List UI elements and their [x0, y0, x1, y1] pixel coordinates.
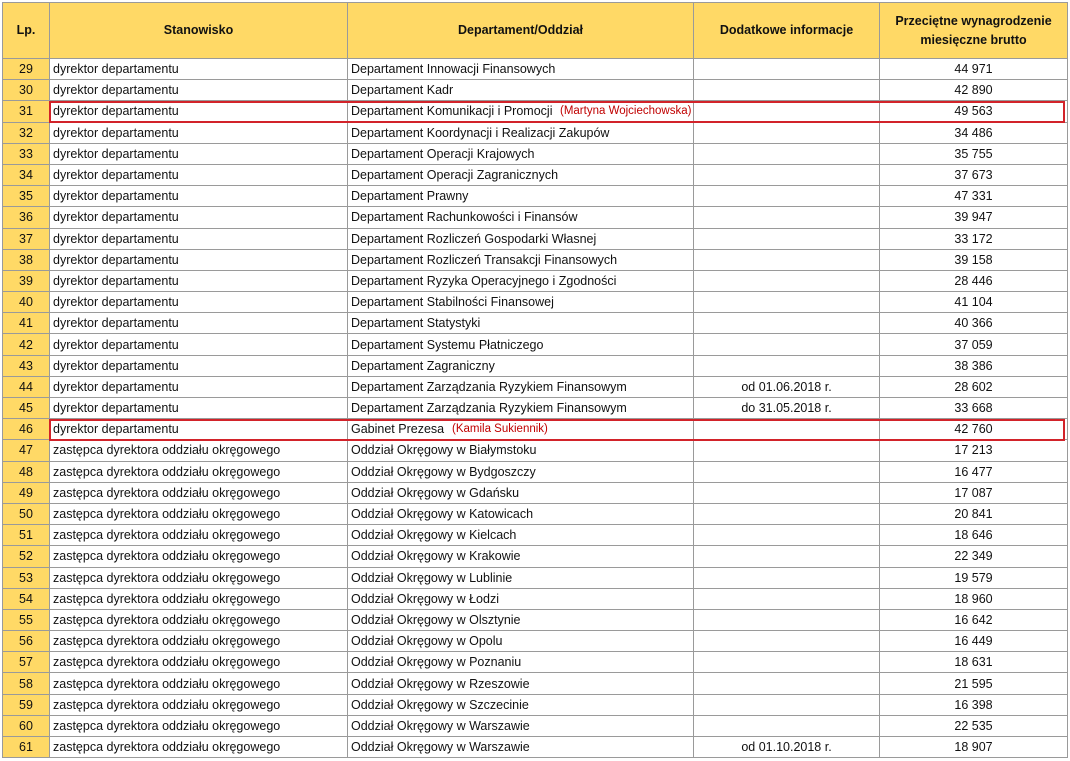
cell-salary: 18 646: [880, 525, 1068, 546]
cell-department: [348, 207, 694, 228]
cell-department: [348, 101, 694, 122]
cell-position: zastępca dyrektora oddziału okręgowego: [50, 652, 348, 673]
department-name: Oddział Okręgowy w Poznaniu: [351, 655, 522, 670]
cell-info: [694, 503, 880, 524]
cell-info: [694, 673, 880, 694]
department-name: Oddział Okręgowy w Gdańsku: [351, 485, 520, 500]
cell-department: [348, 376, 694, 397]
header-dodatkowe: Dodatkowe informacje: [694, 3, 880, 59]
department-name: Oddział Okręgowy w Warszawie: [351, 740, 530, 755]
department-name: Oddział Okręgowy w Białymstoku: [351, 443, 537, 458]
table-row: [3, 101, 1068, 122]
cell-position: zastępca dyrektora oddziału okręgowego: [50, 737, 348, 758]
department-name: Oddział Okręgowy w Opolu: [351, 634, 503, 649]
table-row: [3, 122, 1068, 143]
table-row: [3, 376, 1068, 397]
person-annotation: (Martyna Wojciechowska): [560, 105, 692, 118]
cell-salary: 37 059: [880, 334, 1068, 355]
cell-lp: 54: [3, 588, 50, 609]
department-name: Gabinet Prezesa: [351, 422, 445, 437]
cell-info: do 31.05.2018 r.: [694, 398, 880, 419]
cell-department: [348, 673, 694, 694]
table-row: [3, 631, 1068, 652]
cell-info: [694, 588, 880, 609]
cell-salary: 22 535: [880, 715, 1068, 736]
cell-lp: 47: [3, 440, 50, 461]
cell-salary: 40 366: [880, 313, 1068, 334]
cell-lp: 29: [3, 59, 50, 80]
cell-lp: 30: [3, 80, 50, 101]
table-row: [3, 270, 1068, 291]
cell-lp: 57: [3, 652, 50, 673]
cell-lp: 35: [3, 186, 50, 207]
table-row: [3, 207, 1068, 228]
cell-position: dyrektor departamentu: [50, 249, 348, 270]
cell-position: dyrektor departamentu: [50, 143, 348, 164]
cell-position: dyrektor departamentu: [50, 398, 348, 419]
cell-position: zastępca dyrektora oddziału okręgowego: [50, 694, 348, 715]
header-departament: Departament/Oddział: [348, 3, 694, 59]
cell-lp: 59: [3, 694, 50, 715]
cell-salary: 20 841: [880, 503, 1068, 524]
cell-department: [348, 80, 694, 101]
cell-salary: 16 449: [880, 631, 1068, 652]
cell-position: zastępca dyrektora oddziału okręgowego: [50, 503, 348, 524]
cell-lp: 44: [3, 376, 50, 397]
cell-lp: 48: [3, 461, 50, 482]
cell-salary: 16 642: [880, 609, 1068, 630]
cell-position: dyrektor departamentu: [50, 228, 348, 249]
cell-lp: 42: [3, 334, 50, 355]
table-row: [3, 503, 1068, 524]
department-name: Departament Zarządzania Ryzykiem Finansowym: [351, 379, 627, 394]
cell-position: dyrektor departamentu: [50, 80, 348, 101]
cell-info: [694, 694, 880, 715]
table-row: [3, 59, 1068, 80]
cell-department: [348, 567, 694, 588]
cell-salary: 17 087: [880, 482, 1068, 503]
table-row: [3, 249, 1068, 270]
cell-department: [348, 482, 694, 503]
department-name: Oddział Okręgowy w Lublinie: [351, 570, 513, 585]
table-row: [3, 313, 1068, 334]
cell-salary: 28 602: [880, 376, 1068, 397]
table-row: [3, 440, 1068, 461]
table-row: [3, 694, 1068, 715]
cell-info: [694, 122, 880, 143]
cell-info: [694, 270, 880, 291]
cell-info: [694, 186, 880, 207]
cell-department: [348, 652, 694, 673]
cell-info: [694, 631, 880, 652]
table-row: [3, 143, 1068, 164]
cell-salary: 47 331: [880, 186, 1068, 207]
cell-department: [348, 122, 694, 143]
header-stanowisko: Stanowisko: [50, 3, 348, 59]
table-row: [3, 715, 1068, 736]
cell-department: [348, 440, 694, 461]
cell-lp: 37: [3, 228, 50, 249]
cell-info: [694, 482, 880, 503]
cell-salary: 44 971: [880, 59, 1068, 80]
table-row: [3, 419, 1068, 440]
table-row: [3, 398, 1068, 419]
department-name: Departament Komunikacji i Promocji: [351, 104, 553, 119]
cell-lp: 51: [3, 525, 50, 546]
department-name: Departament Zarządzania Ryzykiem Finansowym: [351, 401, 627, 416]
table-row: [3, 228, 1068, 249]
cell-salary: 16 398: [880, 694, 1068, 715]
cell-department: [348, 249, 694, 270]
cell-salary: 33 172: [880, 228, 1068, 249]
department-name: Oddział Okręgowy w Rzeszowie: [351, 676, 530, 691]
cell-department: [348, 334, 694, 355]
cell-salary: 18 631: [880, 652, 1068, 673]
cell-salary: 39 947: [880, 207, 1068, 228]
cell-info: [694, 313, 880, 334]
cell-position: dyrektor departamentu: [50, 355, 348, 376]
cell-info: [694, 525, 880, 546]
cell-lp: 36: [3, 207, 50, 228]
cell-salary: 37 673: [880, 164, 1068, 185]
department-name: Oddział Okręgowy w Warszawie: [351, 718, 530, 733]
cell-position: dyrektor departamentu: [50, 122, 348, 143]
department-name: Departament Systemu Płatniczego: [351, 337, 544, 352]
header-wynagrodzenie-line1: Przeciętne wynagrodzenie: [895, 13, 1052, 28]
cell-salary: 17 213: [880, 440, 1068, 461]
cell-position: dyrektor departamentu: [50, 59, 348, 80]
cell-lp: 31: [3, 101, 50, 122]
cell-department: [348, 143, 694, 164]
cell-department: [348, 694, 694, 715]
cell-department: [348, 355, 694, 376]
header-wynagrodzenie: [880, 3, 1068, 59]
cell-info: [694, 101, 880, 122]
cell-department: [348, 313, 694, 334]
table-row: [3, 482, 1068, 503]
cell-info: [694, 143, 880, 164]
cell-position: zastępca dyrektora oddziału okręgowego: [50, 631, 348, 652]
cell-lp: 61: [3, 737, 50, 758]
cell-lp: 45: [3, 398, 50, 419]
cell-department: [348, 546, 694, 567]
cell-salary: 19 579: [880, 567, 1068, 588]
table-row: [3, 652, 1068, 673]
department-name: Oddział Okręgowy w Olsztynie: [351, 612, 521, 627]
department-name: Departament Ryzyka Operacyjnego i Zgodności: [351, 273, 617, 288]
table-row: [3, 292, 1068, 313]
cell-position: zastępca dyrektora oddziału okręgowego: [50, 440, 348, 461]
cell-salary: 18 960: [880, 588, 1068, 609]
table-header: [3, 3, 1068, 59]
cell-salary: 28 446: [880, 270, 1068, 291]
department-name: Oddział Okręgowy w Krakowie: [351, 549, 521, 564]
cell-department: [348, 631, 694, 652]
department-name: Departament Stabilności Finansowej: [351, 295, 554, 310]
cell-info: od 01.10.2018 r.: [694, 737, 880, 758]
department-name: Departament Koordynacji i Realizacji Zakupów: [351, 125, 610, 140]
cell-department: [348, 525, 694, 546]
cell-department: [348, 419, 694, 440]
table-row: [3, 546, 1068, 567]
table-row: [3, 567, 1068, 588]
cell-info: [694, 249, 880, 270]
cell-position: zastępca dyrektora oddziału okręgowego: [50, 567, 348, 588]
department-name: Oddział Okręgowy w Katowicach: [351, 507, 534, 522]
cell-position: dyrektor departamentu: [50, 419, 348, 440]
cell-salary: 41 104: [880, 292, 1068, 313]
cell-salary: 38 386: [880, 355, 1068, 376]
cell-info: [694, 546, 880, 567]
cell-department: [348, 737, 694, 758]
cell-department: [348, 59, 694, 80]
cell-department: [348, 164, 694, 185]
cell-lp: 55: [3, 609, 50, 630]
cell-lp: 49: [3, 482, 50, 503]
table-row: [3, 164, 1068, 185]
cell-position: dyrektor departamentu: [50, 186, 348, 207]
cell-position: zastępca dyrektora oddziału okręgowego: [50, 609, 348, 630]
header-wynagrodzenie-line2: miesięczne brutto: [920, 32, 1027, 47]
table-row: [3, 737, 1068, 758]
cell-department: [348, 461, 694, 482]
cell-info: [694, 715, 880, 736]
cell-position: zastępca dyrektora oddziału okręgowego: [50, 715, 348, 736]
cell-lp: 33: [3, 143, 50, 164]
cell-salary: 21 595: [880, 673, 1068, 694]
cell-position: zastępca dyrektora oddziału okręgowego: [50, 588, 348, 609]
department-name: Departament Rozliczeń Transakcji Finansowych: [351, 252, 618, 267]
cell-position: dyrektor departamentu: [50, 292, 348, 313]
cell-lp: 39: [3, 270, 50, 291]
salary-table: [2, 2, 1068, 758]
cell-salary: 49 563: [880, 101, 1068, 122]
cell-position: zastępca dyrektora oddziału okręgowego: [50, 482, 348, 503]
cell-salary: 34 486: [880, 122, 1068, 143]
cell-lp: 58: [3, 673, 50, 694]
department-name: Departament Statystyki: [351, 316, 481, 331]
cell-info: [694, 164, 880, 185]
department-name: Departament Operacji Krajowych: [351, 146, 535, 161]
cell-salary: 35 755: [880, 143, 1068, 164]
cell-info: [694, 207, 880, 228]
cell-salary: 18 907: [880, 737, 1068, 758]
table-row: [3, 461, 1068, 482]
cell-position: zastępca dyrektora oddziału okręgowego: [50, 546, 348, 567]
cell-info: [694, 609, 880, 630]
cell-position: zastępca dyrektora oddziału okręgowego: [50, 525, 348, 546]
cell-lp: 60: [3, 715, 50, 736]
department-name: Departament Rachunkowości i Finansów: [351, 210, 578, 225]
cell-department: [348, 398, 694, 419]
cell-position: dyrektor departamentu: [50, 334, 348, 355]
department-name: Departament Rozliczeń Gospodarki Własnej: [351, 231, 597, 246]
cell-lp: 34: [3, 164, 50, 185]
cell-info: [694, 355, 880, 376]
cell-lp: 38: [3, 249, 50, 270]
cell-info: [694, 652, 880, 673]
cell-department: [348, 503, 694, 524]
cell-lp: 32: [3, 122, 50, 143]
department-name: Departament Operacji Zagranicznych: [351, 168, 559, 183]
table-row: [3, 355, 1068, 376]
cell-info: [694, 567, 880, 588]
cell-salary: 22 349: [880, 546, 1068, 567]
cell-info: [694, 440, 880, 461]
department-name: Oddział Okręgowy w Szczecinie: [351, 697, 529, 712]
cell-lp: 40: [3, 292, 50, 313]
cell-department: [348, 588, 694, 609]
cell-position: zastępca dyrektora oddziału okręgowego: [50, 461, 348, 482]
cell-salary: 39 158: [880, 249, 1068, 270]
department-name: Oddział Okręgowy w Łodzi: [351, 591, 499, 606]
table-row: [3, 588, 1068, 609]
table-row: [3, 186, 1068, 207]
cell-info: [694, 334, 880, 355]
cell-lp: 43: [3, 355, 50, 376]
cell-department: [348, 609, 694, 630]
cell-info: [694, 59, 880, 80]
header-lp: Lp.: [3, 3, 50, 59]
department-name: Departament Zagraniczny: [351, 358, 495, 373]
table-row: [3, 673, 1068, 694]
cell-lp: 56: [3, 631, 50, 652]
table-row: [3, 80, 1068, 101]
cell-position: zastępca dyrektora oddziału okręgowego: [50, 673, 348, 694]
department-name: Oddział Okręgowy w Bydgoszczy: [351, 464, 536, 479]
cell-position: dyrektor departamentu: [50, 207, 348, 228]
table-body: [3, 59, 1068, 758]
department-name: Departament Kadr: [351, 83, 454, 98]
cell-info: [694, 228, 880, 249]
cell-position: dyrektor departamentu: [50, 313, 348, 334]
cell-lp: 41: [3, 313, 50, 334]
cell-salary: 16 477: [880, 461, 1068, 482]
header-row: [3, 3, 1068, 59]
cell-position: dyrektor departamentu: [50, 101, 348, 122]
cell-salary: 42 890: [880, 80, 1068, 101]
cell-info: [694, 292, 880, 313]
cell-lp: 46: [3, 419, 50, 440]
person-annotation: (Kamila Sukiennik): [452, 423, 548, 436]
cell-lp: 52: [3, 546, 50, 567]
cell-department: [348, 186, 694, 207]
cell-lp: 53: [3, 567, 50, 588]
cell-department: [348, 715, 694, 736]
cell-info: [694, 80, 880, 101]
cell-info: [694, 461, 880, 482]
cell-salary: 33 668: [880, 398, 1068, 419]
cell-info: od 01.06.2018 r.: [694, 376, 880, 397]
table-row: [3, 334, 1068, 355]
table-row: [3, 609, 1068, 630]
cell-info: [694, 419, 880, 440]
department-name: Departament Prawny: [351, 189, 469, 204]
cell-position: dyrektor departamentu: [50, 376, 348, 397]
department-name: Oddział Okręgowy w Kielcach: [351, 528, 517, 543]
table-row: [3, 525, 1068, 546]
cell-department: [348, 228, 694, 249]
cell-salary: 42 760: [880, 419, 1068, 440]
cell-lp: 50: [3, 503, 50, 524]
department-name: Departament Innowacji Finansowych: [351, 62, 556, 77]
cell-department: [348, 292, 694, 313]
cell-department: [348, 270, 694, 291]
cell-position: dyrektor departamentu: [50, 270, 348, 291]
cell-position: dyrektor departamentu: [50, 164, 348, 185]
